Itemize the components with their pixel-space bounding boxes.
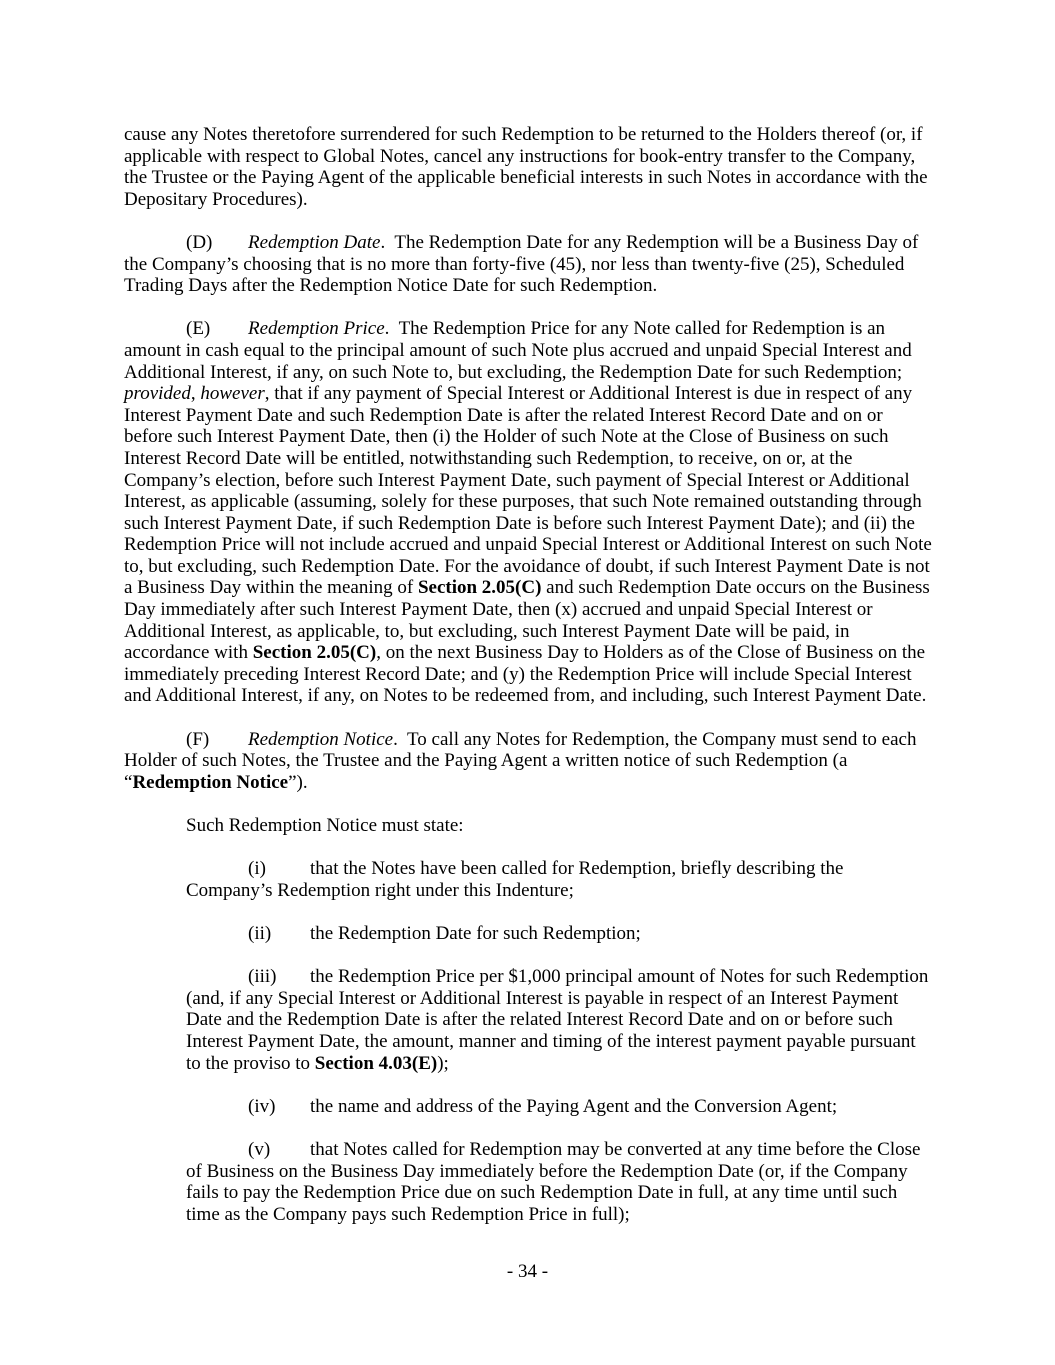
text-line: Interest, as applicable (assuming, solely for these purposes, that such Note remained outstanding through — [124, 491, 922, 513]
text-run: . To call any Notes for Redemption, the Company must send to each — [393, 728, 917, 750]
text-line: Holder of such Notes, the Trustee and the Paying Agent a written notice of such Redemption (a — [124, 750, 848, 772]
text-line: cause any Notes theretofore surrendered for such Redemption to be returned to the Holders thereof (or, if — [124, 124, 923, 145]
text-line — [186, 1139, 931, 1161]
section-label: (F) — [186, 728, 210, 750]
text-line: Trading Days after the Redemption Notice Date for such Redemption. — [124, 275, 658, 297]
text-line — [186, 966, 931, 988]
item-label: (ii) — [248, 922, 272, 944]
text-line: (and, if any Special Interest or Additional Interest is payable in respect of an Interest Payment — [186, 987, 899, 1009]
text-run: accordance with — [124, 642, 253, 664]
text-line: Depositary Procedures). — [124, 188, 308, 210]
text-line: Company’s Redemption right under this Indenture; — [186, 879, 574, 901]
text-run: the Redemption Price per $1,000 principal amount of Notes for such Redemption — [310, 966, 929, 988]
text-run: a Business Day within the meaning of — [124, 577, 418, 599]
italic-term: however — [200, 383, 265, 405]
text-line: Day immediately after such Interest Payment Date, then (x) accrued and unpaid Special Interest or — [124, 599, 873, 621]
text-line — [124, 318, 931, 340]
text-line — [124, 232, 931, 254]
text-line: Redemption Price will not include accrued and unpaid Special Interest or Additional Interest on such Note — [124, 534, 932, 556]
section-heading: Redemption Notice — [248, 728, 394, 750]
notice-requirements-intro — [124, 815, 931, 837]
text-line — [124, 577, 931, 599]
section-heading: Redemption Date — [248, 231, 381, 253]
text-line — [186, 1096, 931, 1118]
item-label: (iv) — [248, 1095, 276, 1117]
text-run: ); — [437, 1052, 449, 1074]
text-line: of Business on the Business Day immediately before the Redemption Date (or, if the Company — [186, 1160, 908, 1182]
text-run: that the Notes have been called for Redemption, briefly describing the — [310, 858, 844, 880]
text-run: , — [190, 383, 201, 405]
text-line: Interest Payment Date, the amount, manner and timing of the interest payment payable pursuant — [186, 1030, 916, 1052]
text-line: applicable with respect to Global Notes, cancel any instructions for book-entry transfer to the Company, — [124, 145, 916, 167]
text-line: Additional Interest, if any, on such Note to, but excluding, the Redemption Date for such Redemption; — [124, 361, 903, 383]
text-line: and Additional Interest, if any, on Notes to be redeemed from, and including, such Interest Payment Date. — [124, 685, 927, 707]
text-run: ”). — [288, 771, 308, 793]
text-line — [124, 772, 931, 794]
text-run: , on the next Business Day to Holders as of the Close of Business on the — [376, 642, 926, 664]
list-item — [186, 923, 931, 945]
text-line — [124, 642, 931, 664]
text-line: fails to pay the Redemption Price due on such Redemption Date in full, at any time until such — [186, 1182, 898, 1204]
text-line — [186, 858, 931, 880]
section-f-redemption-notice — [124, 729, 931, 794]
list-item — [186, 858, 931, 901]
text-line: the Company’s choosing that is no more than forty-five (45), nor less than twenty-five (25), Scheduled — [124, 253, 905, 275]
text-line — [124, 729, 931, 751]
text-run: to the proviso to — [186, 1052, 315, 1074]
text-line: before such Interest Payment Date, then (i) the Holder of such Note at the Close of Business on such — [124, 426, 889, 448]
text-run: “ — [124, 771, 133, 793]
text-line: Interest Record Date will be entitled, notwithstanding such Redemption, to receive, on or, at the — [124, 447, 853, 469]
text-run: the name and address of the Paying Agent and the Conversion Agent; — [310, 1095, 838, 1117]
list-item — [186, 966, 931, 1074]
section-heading: Redemption Price — [248, 318, 385, 340]
section-e-redemption-price — [124, 318, 931, 707]
continuation-paragraph — [124, 124, 931, 210]
item-label: (iii) — [248, 966, 277, 988]
text-line — [186, 923, 931, 945]
text-run: that Notes called for Redemption may be converted at any time before the Close — [310, 1138, 921, 1160]
text-line: Interest Payment Date and such Redemption Date is after the related Interest Record Date and on or — [124, 404, 883, 426]
section-reference: Section 2.05(C) — [417, 577, 542, 599]
text-line: immediately preceding Interest Record Date; and (y) the Redemption Price will include Special Interest — [124, 663, 912, 685]
section-label: (E) — [186, 318, 211, 340]
section-reference: Section 2.05(C) — [252, 642, 377, 664]
text-line — [124, 383, 931, 405]
text-run: and such Redemption Date occurs on the Business — [541, 577, 930, 599]
text-line: Company’s election, before such Interest Payment Date, such payment of Special Interest or Additional — [124, 469, 910, 491]
text-line: amount in cash equal to the principal amount of such Note plus accrued and unpaid Special Interest and — [124, 339, 912, 361]
text-line: to, but excluding, such Redemption Date. For the avoidance of doubt, if such Interest Payment Date is not — [124, 555, 930, 577]
list-item — [186, 1096, 931, 1118]
text-line: Such Redemption Notice must state: — [186, 815, 464, 836]
section-label: (D) — [186, 231, 213, 253]
page-number: - 34 - — [506, 1261, 549, 1282]
section-d-redemption-date — [124, 232, 931, 297]
text-run: . The Redemption Date for any Redemption will be a Business Day of — [380, 231, 919, 253]
italic-term: provided — [124, 383, 191, 405]
text-line — [186, 1053, 931, 1075]
list-item — [186, 1139, 931, 1225]
defined-term: Redemption Notice — [132, 771, 289, 793]
document-body — [124, 124, 931, 1247]
text-run: . The Redemption Price for any Note called for Redemption is an — [384, 318, 886, 340]
text-line: Date and the Redemption Date is after the related Interest Record Date and on or before such — [186, 1009, 893, 1031]
section-reference: Section 4.03(E) — [314, 1052, 438, 1074]
item-label: (v) — [248, 1138, 271, 1160]
text-run: the Redemption Date for such Redemption; — [310, 922, 641, 944]
item-label: (i) — [248, 858, 266, 880]
text-line: Additional Interest, as applicable, to, but excluding, such Interest Payment Date will be paid, in — [124, 620, 850, 642]
text-line: the Trustee or the Paying Agent of the applicable beneficial interests in such Notes in accordance with the — [124, 167, 928, 189]
text-run: , that if any payment of Special Interest or Additional Interest is due in respect of any — [264, 383, 913, 405]
text-line: such Interest Payment Date, if such Redemption Date is before such Interest Payment Date); and (ii) the — [124, 512, 915, 534]
text-line: time as the Company pays such Redemption Price in full); — [186, 1203, 630, 1225]
